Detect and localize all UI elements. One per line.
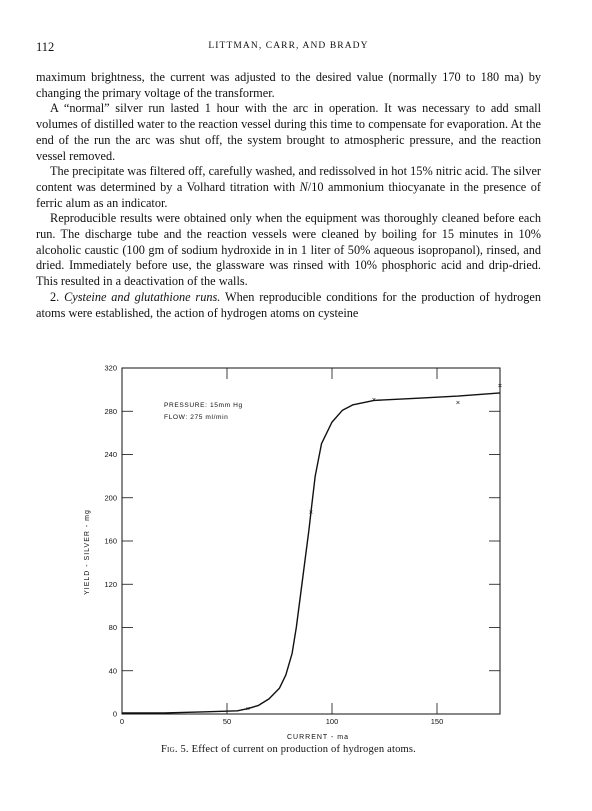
data-point-marker: × [455,398,461,408]
text-run: A “normal” silver run lasted 1 hour with the arc in operation. It was necessary to add small volumes of distilled water to the reaction vessel during this time to compensate for evaporation. At the end of the run the arc was shut off, the system brought to atmospheric pressure, and the reaction vessel removed. [36,101,541,163]
series-line [122,393,500,713]
x-tick-label: 50 [222,717,232,726]
text-run: Reproducible results were obtained only when the equipment was thoroughly cleaned before each run. The discharge tube and the reaction vessels were cleaned by boiling for 15 minutes in 10% alcoholic caustic (100 gm of sodium hydroxide in in 1 liter of 50% aqueous isopropanol), rinsed, and dried. Immediately before use, the glassware was rinsed with 10% phosphoric acid and drip-dried. This resulted in a deactivation of the walls. [36,211,541,289]
y-tick-label: 200 [104,493,117,503]
paragraph [36,164,541,211]
y-tick-label: 240 [104,450,117,460]
paragraph [36,101,541,164]
body-text [36,70,541,321]
x-tick-label: 0 [119,717,125,726]
figure-5 [70,362,520,742]
x-tick-label: 150 [430,717,444,726]
annotation-pressure: PRESSURE: 15mm Hg [164,402,243,409]
caption-label: Fig. 5. [161,744,189,755]
annotation-flow: FLOW: 275 ml/min [164,414,229,421]
y-tick-label: 0 [112,709,117,719]
text-run: 2. [50,289,65,304]
data-point-marker: × [371,394,377,404]
data-point-marker: × [245,704,251,714]
paragraph [36,211,541,290]
y-tick-label: 320 [104,363,117,373]
x-tick-label: 100 [325,717,339,726]
caption-text: Effect of current on production of hydrogen atoms. [188,744,416,755]
x-axis-label: CURRENT - ma [286,734,350,741]
yield-vs-current-chart [70,362,520,742]
page-number: 112 [36,40,55,54]
y-tick-label: 40 [108,666,117,676]
y-tick-label: 280 [104,406,117,416]
text-run: When reproducible conditions for the production of hydrogen atoms were established, the action of hydrogen atoms on cysteine [36,289,542,320]
paragraph [36,70,541,101]
y-axis-label: YIELD - SILVER - mg [84,509,91,595]
text-run: maximum brightness, the current was adjusted to the desired value (normally 170 to 180 ma) by changing the primary voltage of the transformer. [36,70,541,100]
text-run: /10 ammonium thiocyanate in the presence of ferric alum as an indicator. [36,179,541,210]
italic-run: Cysteine and glutathione runs. [64,289,221,304]
page-header [36,40,541,56]
text-run: The precipitate was filtered off, carefully washed, and redissolved in hot 15% nitric acid. The silver content was determined by a Volhard titration with [36,164,541,194]
y-tick-label: 160 [104,536,117,546]
figure-caption [36,744,541,755]
y-tick-label: 120 [104,579,117,589]
data-point-marker: × [497,380,503,390]
paragraph [36,290,541,321]
running-head: LITTMAN, CARR, AND BRADY [208,41,369,51]
y-tick-label: 80 [108,623,117,633]
italic-run: N [299,179,308,194]
data-point-marker: × [308,507,314,517]
